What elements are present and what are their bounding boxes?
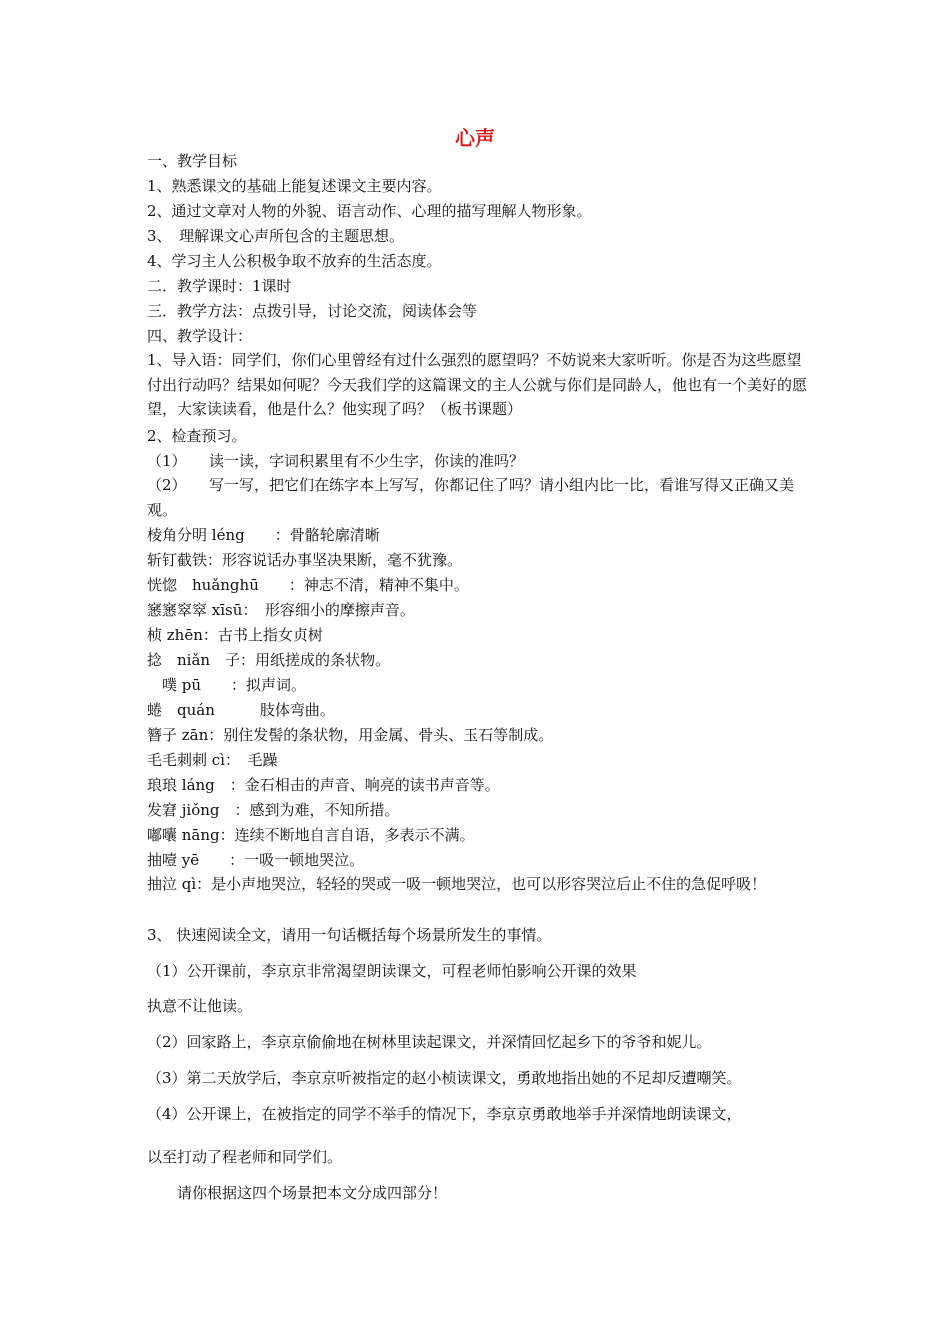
text-line: 四、教学设计： [147, 327, 253, 345]
text-line: 二．教学课时：1课时 [147, 277, 292, 295]
text-line: 3、 理解课文心声所包含的主题思想。 [147, 227, 405, 245]
summary-line: 执意不让他读。 [147, 997, 253, 1015]
vocab-line: 恍惚 huǎnghū ：神志不清，精神不集中。 [147, 576, 469, 594]
vocab-paragraph: 抽泣 qì：是小声地哭泣，轻轻的哭或一吸一顿地哭泣，也可以形容哭泣后止不住的急促呼吸！ [147, 875, 767, 893]
text-paragraph: 1、导入语：同学们，你们心里曾经有过什么强烈的愿望吗？不妨说来大家听听。你是否为这些愿望付出行动吗？结果如何呢？今天我们学的这篇课文的主人公就与你们是同龄人，他也有一个美好的愿望，大家读读看，他是什么？他实现了吗？（板书课题） [147, 351, 808, 418]
text-line: 1、熟悉课文的基础上能复述课文主要内容。 [147, 177, 442, 195]
vocab-line: 蜷 quán 肢体弯曲。 [147, 701, 335, 719]
vocab-line: 抽噎 yē ：一吸一顿地哭泣。 [147, 851, 365, 869]
vocab-line: 嘟囔 nāng：连续不断地自言自语，多表示不满。 [147, 826, 475, 844]
vocab-line: 窸窸窣窣 xīsū： 形容细小的摩擦声音。 [147, 601, 415, 619]
summary-line: （2）回家路上，李京京偷偷地在树林里读起课文，并深情回忆起乡下的爷爷和妮儿。 [147, 1033, 712, 1051]
text-line: 4、学习主人公积极争取不放弃的生活态度。 [147, 252, 442, 270]
text-line: 2、检查预习。 [147, 427, 247, 445]
vocab-line: 噗 pū ：拟声词。 [147, 676, 307, 694]
vocab-line: 发窘 jiǒng ：感到为难，不知所措。 [147, 801, 400, 819]
summary-line: （3）第二天放学后，李京京听被指定的赵小桢读课文，勇敢地指出她的不足却反遭嘲笑。 [147, 1069, 742, 1087]
summary-line: 以至打动了程老师和同学们。 [147, 1148, 343, 1166]
vocab-line: 捻 niǎn 子：用纸搓成的条状物。 [147, 651, 391, 669]
vocab-line: 棱角分明 léng ：骨骼轮廓清晰 [147, 526, 380, 544]
text-paragraph: （2） 写一写，把它们在练字本上写写，你都记住了吗？请小组内比一比，看谁写得又正确又美观。 [147, 476, 795, 519]
vocab-line: 毛毛刺刺 cì： 毛躁 [147, 751, 278, 769]
vocab-line: 簪子 zān：别住发髻的条状物，用金属、骨头、玉石等制成。 [147, 726, 554, 744]
text-line: 2、通过文章对人物的外貌、语言动作、心理的描写理解人物形象。 [147, 202, 592, 220]
summary-line: （4）公开课上，在被指定的同学不举手的情况下，李京京勇敢地举手并深情地朗读课文， [147, 1105, 742, 1123]
text-line: 三．教学方法：点拨引导，讨论交流，阅读体会等 [147, 302, 478, 320]
summary-line: （1）公开课前，李京京非常渴望朗读课文，可程老师怕影响公开课的效果 [147, 962, 637, 980]
vocab-line: 斩钉截铁：形容说话办事坚决果断，毫不犹豫。 [147, 551, 463, 569]
document-title: 心声 [455, 126, 495, 150]
instruction-line: 请你根据这四个场景把本文分成四部分！ [147, 1184, 448, 1202]
text-line: 3、 快速阅读全文，请用一句话概括每个场景所发生的事情。 [147, 926, 552, 944]
text-line: （1） 读一读，字词积累里有不少生字，你读的准吗？ [147, 452, 525, 470]
text-line: 一、教学目标 [147, 152, 238, 170]
vocab-line: 琅琅 láng ：金石相击的声音、响亮的读书声音等。 [147, 776, 500, 794]
vocab-line: 桢 zhēn：古书上指女贞树 [147, 626, 323, 644]
